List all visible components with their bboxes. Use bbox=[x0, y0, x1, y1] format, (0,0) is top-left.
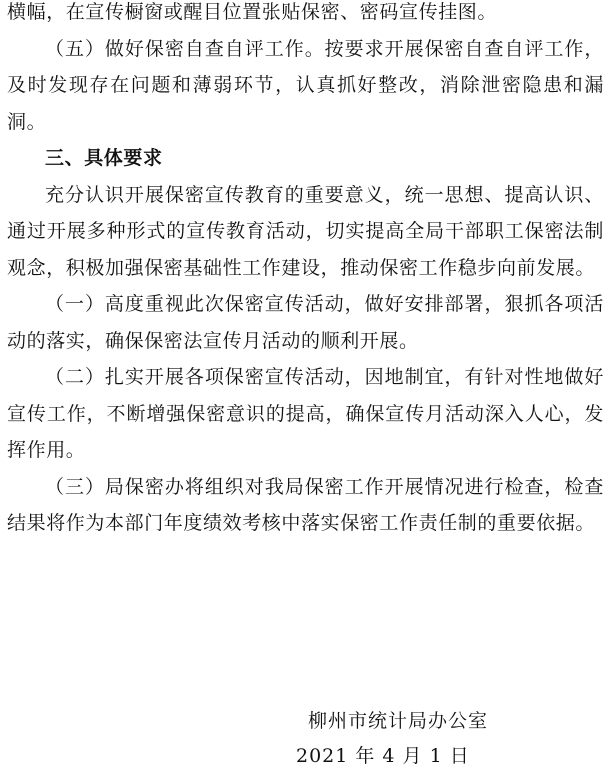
paragraph-requirement-two: （二）扎实开展各项保密宣传活动，因地制宜，有针对性地做好宣传工作，不断增强保密意识的提高，确保宣传月活动深入人心，发挥作用。 bbox=[7, 366, 604, 461]
paragraph-requirement-one: （一）高度重视此次保密宣传活动，做好安排部署，狠抓各项活动的落实，确保保密法宣传月活动的顺利开展。 bbox=[7, 293, 604, 352]
signature-organization: 柳州市统计局办公室 bbox=[308, 710, 489, 732]
signature-date: 2021 年 4 月 1 日 bbox=[296, 745, 470, 767]
paragraph-requirement-three: （三）局保密办将组织对我局保密工作开展情况进行检查，检查结果将作为本部门年度绩效考核中落实保密工作责任制的重要依据。 bbox=[7, 475, 604, 534]
paragraph-item-five: （五）做好保密自查自评工作。按要求开展保密自查自评工作，及时发现存在问题和薄弱环节，认真抓好整改，消除泄密隐患和漏洞。 bbox=[7, 37, 604, 133]
section-heading-specific-requirements: 三、具体要求 bbox=[45, 147, 163, 169]
paragraph-continuation: 横幅，在宣传橱窗或醒目位置张贴保密、密码宣传挂图。 bbox=[7, 1, 498, 23]
paragraph-requirements-intro: 充分认识开展保密宣传教育的重要意义，统一思想、提高认识、通过开展多种形式的宣传教育活动，切实提高全局干部职工保密法制观念，积极加强保密基础性工作建设，推动保密工作稳步向前发展。 bbox=[7, 183, 604, 279]
